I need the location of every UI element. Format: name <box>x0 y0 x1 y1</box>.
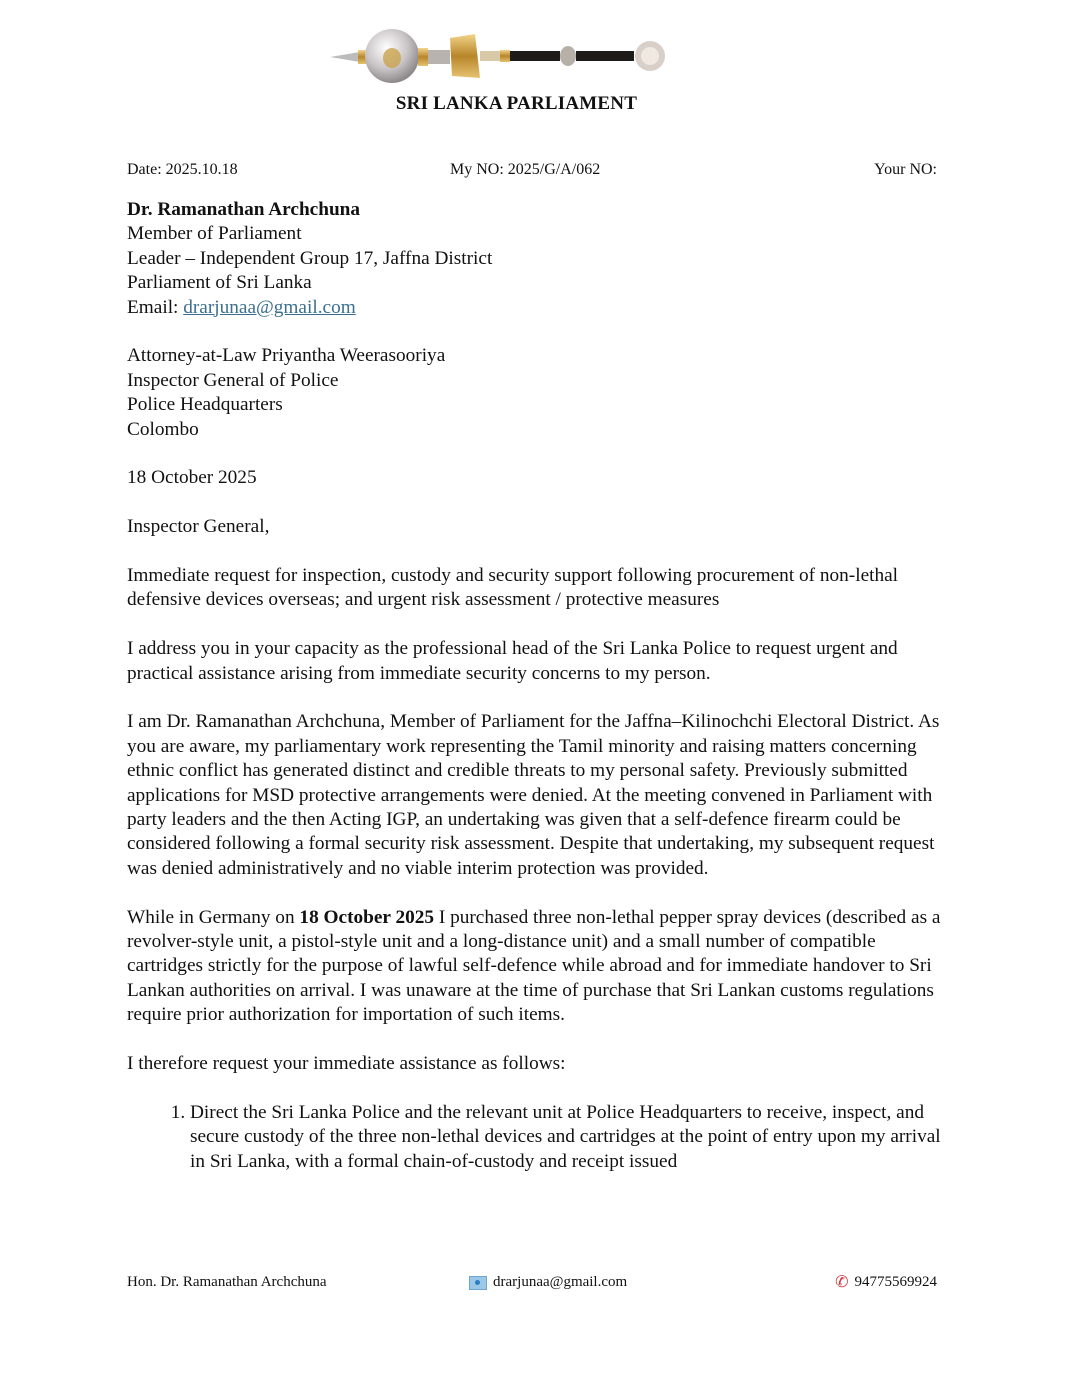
recipient-city: Colombo <box>127 418 199 440</box>
recipient-block <box>127 344 942 442</box>
parliament-mace-emblem <box>330 28 670 86</box>
my-reference-number: My NO: 2025/G/A/062 <box>450 161 601 178</box>
reference-line <box>127 161 937 183</box>
request-item: 1. Direct the Sri Lanka Police and the relevant unit at Police Headquarters to receive, inspect, and secure custody of the three non-lethal devices and cartridges at the point of entry upon my arrival in Sri Lanka, with a formal chain-of-custody and receipt issued <box>190 1101 942 1174</box>
recipient-office: Police Headquarters <box>127 394 283 416</box>
sender-email-label: Email: <box>127 296 184 318</box>
request-list <box>127 1101 942 1174</box>
subject-line: Immediate request for inspection, custody and security support following procurement of non-lethal defensive devices overseas; and urgent risk assessment / protective measures <box>127 565 899 611</box>
paragraph-3 <box>127 906 942 1028</box>
letter-footer <box>127 1274 937 1294</box>
paragraph-3-start: While in Germany on <box>127 906 300 928</box>
sender-institution: Parliament of Sri Lanka <box>127 272 312 294</box>
sender-group: Leader – Independent Group 17, Jaffna District <box>127 247 493 269</box>
sender-name: Dr. Ramanathan Archchuna <box>127 199 361 220</box>
paragraph-3-rest: I purchased three non-lethal pepper spray devices (described as a revolver-style unit, a pistol-style unit and a long-distance unit) and a small number of compatible cartridges strictly for the purpose of lawful self-defence while abroad and for immediate handover to Sri Lankan authorities on arrival. I was unaware at the time of purchase that Sri Lankan customs regulations require prior authorization for importation of such items. <box>127 906 941 1026</box>
paragraph-1: I address you in your capacity as the professional head of the Sri Lanka Police to request urgent and practical assistance arising from immediate security concerns to my person. <box>127 638 898 684</box>
footer-name: Hon. Dr. Ramanathan Archchuna <box>127 1274 327 1290</box>
sender-email-link[interactable]: drarjunaa@gmail.com <box>183 296 356 318</box>
recipient-name: Attorney-at-Law Priyantha Weerasooriya <box>127 345 446 367</box>
footer-email <box>469 1274 627 1291</box>
your-reference-number: Your NO: <box>874 161 937 178</box>
sender-role: Member of Parliament <box>127 223 302 245</box>
sender-email-line <box>127 296 942 320</box>
sender-block <box>127 198 942 320</box>
letterhead-title: SRI LANKA PARLIAMENT <box>395 93 638 114</box>
phone-icon: ✆ <box>835 1273 849 1291</box>
purchase-date-bold: 18 October 2025 <box>299 906 435 928</box>
mail-icon <box>469 1276 487 1290</box>
letter-body <box>127 198 942 1174</box>
reference-date: Date: 2025.10.18 <box>127 161 238 178</box>
paragraph-4: I therefore request your immediate assistance as follows: <box>127 1053 566 1075</box>
salutation: Inspector General, <box>127 516 270 538</box>
footer-email-text[interactable]: drarjunaa@gmail.com <box>493 1274 628 1290</box>
footer-phone <box>835 1274 937 1291</box>
footer-phone-text[interactable]: 94775569924 <box>854 1274 937 1290</box>
paragraph-2: I am Dr. Ramanathan Archchuna, Member of Parliament for the Jaffna–Kilinochchi Electoral District. As you are aware, my parliamentary work representing the Tamil minority and raising matters concerning ethnic conflict has generated distinct and credible threats to my personal safety. Previously submitted applications for MSD protective arrangements were denied. At the meeting convened in Parliament with party leaders and the then Acting IGP, an undertaking was given that a self-defence firearm could be considered following a formal security risk assessment. Despite that undertaking, my subsequent request was denied administratively and no viable interim protection was provided. <box>127 711 940 879</box>
letter-date: 18 October 2025 <box>127 467 257 489</box>
recipient-title: Inspector General of Police <box>127 369 339 391</box>
